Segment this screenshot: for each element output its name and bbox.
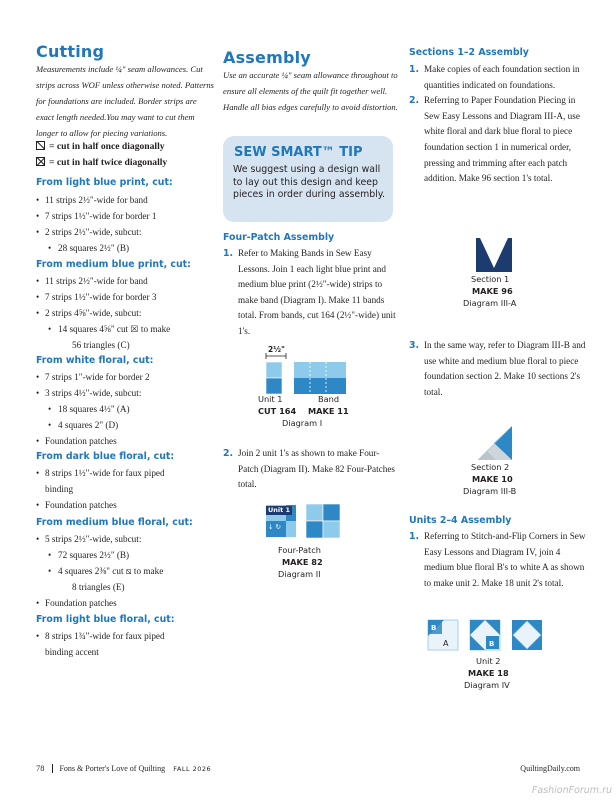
- diagram-i-name: Diagram I: [282, 418, 323, 428]
- units-heading: Units 2–4 Assembly: [409, 515, 512, 526]
- dimension-label: 2½": [268, 345, 285, 354]
- unit1-count: CUT 164: [258, 406, 297, 416]
- issue-label: FALL 2026: [173, 765, 212, 773]
- section1-illustration: [476, 238, 516, 274]
- list-item: • 4 squares 2" (D): [36, 417, 212, 433]
- list-item: • 7 strips 1½"-wide for border 1: [36, 208, 212, 224]
- sections-step-3: [409, 338, 587, 400]
- list-item: • Foundation patches: [36, 433, 212, 449]
- units-steps: [409, 529, 587, 591]
- cut-heading-medium-blue-floral: From medium blue floral, cut:: [36, 517, 193, 528]
- cut-heading-light-blue-floral: From light blue floral, cut:: [36, 614, 175, 625]
- tag-a: A: [443, 639, 449, 648]
- diagram-i: [250, 340, 370, 432]
- list-item: • 11 strips 2½"-wide for band: [36, 192, 212, 208]
- cut-heading-dark-blue-floral: From dark blue floral, cut:: [36, 451, 175, 462]
- rotate-arrow-icon: ↓ ↻: [268, 523, 281, 531]
- cut-list-white-floral: [36, 369, 212, 449]
- list-item: • 28 squares 2½" (B): [36, 240, 212, 256]
- step-text: Referring to Paper Foundation Piecing in Sew Easy Lessons and Diagram III-A, use white floral and dark blue floral to piece foundation section 1 in numerical order, pressing and trimming after each patch addition. Make 96 section 1's total.: [424, 95, 580, 184]
- cut-once-icon: [36, 141, 45, 150]
- cut-list-light-blue-floral: [36, 628, 212, 660]
- step-text: Refer to Making Bands in Sew Easy Lessons. Join 1 each light blue print and medium blue print (2½"-wide) strips to make band (Diagram I). Make 11 bands total. From bands, cut 164 (2½"-wide) unit 1's.: [238, 248, 396, 336]
- diagram-iv-name: Diagram IV: [464, 680, 510, 690]
- diagram-ii-name: Diagram II: [278, 569, 321, 579]
- diagram-iii-b: [458, 422, 538, 504]
- legend-once: = cut in half once diagonally: [36, 139, 165, 155]
- step-text: In the same way, refer to Diagram III-B and use white and medium blue floral to piece foundation section 2. Make 10 sections 2's total.: [424, 340, 586, 397]
- section1-count: MAKE 96: [472, 286, 513, 296]
- step-text: Referring to Stitch-and-Flip Corners in Sew Easy Lessons and Diagram IV, join 4 medium blue floral B's to white A as shown to make unit 2. Make 18 unit 2's total.: [424, 531, 586, 588]
- list-item: • 18 squares 4½" (A): [36, 401, 212, 417]
- svg-text:B: B: [489, 640, 495, 648]
- assembly-title: Assembly: [223, 48, 311, 67]
- sew-smart-tip-box: [223, 136, 393, 222]
- list-item: • 3 strips 4½"-wide, subcut:: [36, 385, 212, 401]
- cut-list-dark-blue-floral: [36, 465, 212, 513]
- step-number: 2.: [223, 448, 234, 459]
- unit1-tag: Unit 1: [268, 506, 291, 514]
- step-number: 1.: [223, 248, 234, 259]
- diagram-iii-a: [458, 236, 538, 316]
- diagram-iii-b-name: Diagram III-B: [463, 486, 517, 496]
- section1-label: Section 1: [471, 274, 510, 284]
- four-patch-count: MAKE 82: [282, 557, 323, 567]
- list-item: • 7 strips 1½"-wide for border 3: [36, 289, 212, 305]
- diagram-iv: [420, 618, 570, 698]
- unit2-count: MAKE 18: [468, 668, 509, 678]
- list-item: • Foundation patches: [36, 497, 212, 513]
- sections-heading: Sections 1–2 Assembly: [409, 47, 529, 58]
- band-label: Band: [318, 394, 340, 404]
- unit1-label: Unit 1: [258, 394, 283, 404]
- four-patch-heading: Four-Patch Assembly: [223, 232, 335, 243]
- list-item: • 5 strips 2½"-wide, subcut:: [36, 531, 212, 547]
- cut-heading-medium-blue-print: From medium blue print, cut:: [36, 259, 191, 270]
- step-text: Join 2 unit 1's as shown to make Four-Patch (Diagram II). Make 82 Four-Patches total.: [238, 448, 395, 490]
- four-patch-step-2: [223, 446, 399, 493]
- cutting-title: Cutting: [36, 42, 105, 61]
- list-item: 56 triangles (C): [72, 340, 130, 350]
- four-patch-step-1: [223, 246, 399, 340]
- cut-list-medium-blue-floral: [36, 531, 212, 611]
- unit2-illustration: [420, 618, 570, 654]
- cut-heading-white-floral: From white floral, cut:: [36, 355, 154, 366]
- page-number: 78: [36, 764, 45, 773]
- section2-illustration: [476, 426, 516, 462]
- site-url: QuiltingDaily.com: [520, 764, 580, 773]
- step-number: 2.: [409, 95, 420, 107]
- diagram-iii-a-name: Diagram III-A: [463, 298, 517, 308]
- list-item: binding: [45, 484, 74, 494]
- step-number: 1.: [409, 531, 420, 542]
- tip-title: SEW SMART™ TIP: [234, 145, 363, 160]
- list-item: • 2 strips 2½"-wide, subcut:: [36, 224, 212, 240]
- cut-heading-light-blue-print: From light blue print, cut:: [36, 177, 173, 188]
- section2-label: Section 2: [471, 462, 510, 472]
- unit2-label: Unit 2: [476, 656, 501, 666]
- list-item: • 7 strips 1"-wide for border 2: [36, 369, 212, 385]
- list-item: • Foundation patches: [36, 595, 212, 611]
- list-item: • 72 squares 2½" (B): [36, 547, 212, 563]
- publication-name: Fons & Porter's Love of Quilting: [59, 764, 166, 773]
- band-count: MAKE 11: [308, 406, 349, 416]
- list-item: • 14 squares 4⅝" cut ☒ to make: [36, 321, 212, 337]
- list-item: • 8 strips 1½"-wide for faux piped: [36, 465, 212, 481]
- tip-body: We suggest using a design wall to lay out this design and keep pieces in order during assembly.: [233, 164, 385, 200]
- cut-list-light-blue-print: [36, 192, 212, 256]
- sections-steps: [409, 62, 587, 187]
- tag-b: B: [431, 624, 437, 632]
- section2-count: MAKE 10: [472, 474, 513, 484]
- list-item: • 4 squares 2⅜" cut ⧅ to make: [36, 563, 212, 579]
- legend-twice: = cut in half twice diagonally: [36, 155, 167, 171]
- cutting-intro: Measurements include ¼" seam allowances. Cut strips across WOF unless otherwise noted. Patterns for foundations are included. Border strips are exact length needed.You may want to cut them longer to allow for piecing variations.: [36, 64, 214, 138]
- assembly-intro: Use an accurate ¼" seam allowance throughout to ensure all elements of the quilt fit together well. Handle all bias edges carefully to avoid distortion.: [223, 70, 398, 112]
- cut-twice-icon: [36, 157, 45, 166]
- list-item: • 2 strips 4⅝"-wide, subcut:: [36, 305, 212, 321]
- list-item: • 8 strips 1¾"-wide for faux piped: [36, 628, 212, 644]
- diagram-ii: [256, 502, 356, 590]
- list-item: binding accent: [45, 647, 99, 657]
- four-patch-label: Four-Patch: [278, 545, 321, 555]
- step-number: 3.: [409, 340, 420, 351]
- list-item: 8 triangles (E): [72, 582, 125, 592]
- watermark: FashionForum.ru: [531, 785, 612, 796]
- page-footer-left: [36, 764, 211, 773]
- step-text: Make copies of each foundation section in quantities indicated on foundations.: [424, 64, 580, 90]
- cut-list-medium-blue-print: [36, 273, 212, 353]
- step-number: 1.: [409, 64, 420, 75]
- list-item: • 11 strips 2½"-wide for band: [36, 273, 212, 289]
